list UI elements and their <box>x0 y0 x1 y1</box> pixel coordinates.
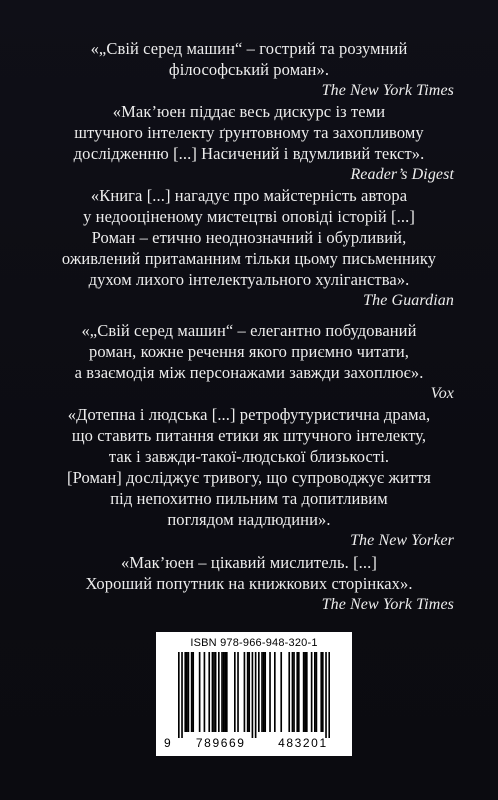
isbn-barcode <box>156 632 352 756</box>
barcode-bar <box>184 652 186 732</box>
quote-line: «Мак’юен піддає весь дискурс із теми <box>112 102 386 121</box>
barcode-bar <box>248 652 250 732</box>
barcode-bar <box>221 652 223 732</box>
quote-line: оживлений притаманним тільки цьому письменнику <box>61 249 437 268</box>
barcode-bar <box>181 652 183 738</box>
quote-line: під непохитно пильним та допитливим <box>110 489 388 508</box>
barcode-bar <box>192 652 194 732</box>
barcode-bar <box>325 652 327 738</box>
barcode-bar <box>298 652 300 732</box>
quote-line: «„Свій серед машин“ – елегантно побудований <box>81 321 417 340</box>
quote-line: а взаємодія між персонажами завжди захоплює». <box>74 363 424 382</box>
review-quote-3 <box>40 185 458 311</box>
review-quote-6 <box>40 552 458 615</box>
barcode-bar <box>303 652 305 732</box>
barcode-bar <box>212 652 214 732</box>
quote-source: Reader’s Digest <box>350 166 454 183</box>
quote-line: духом лихого інтелектуального хуліганства». <box>88 270 410 289</box>
barcode-bar <box>213 652 215 732</box>
barcode-bar <box>274 652 276 732</box>
barcode-first-digit: 9 <box>164 736 171 750</box>
barcode-bar <box>296 652 298 732</box>
review-quote-4 <box>40 320 458 404</box>
barcode-bar <box>247 652 249 732</box>
barcode-bar <box>314 652 316 732</box>
barcode-bar <box>199 652 201 732</box>
barcode-bar <box>261 652 263 732</box>
barcode-bar <box>237 652 239 732</box>
quote-line: філософський роман». <box>168 60 330 79</box>
barcode-bar <box>223 652 225 732</box>
quote-line: Роман – етично неоднозначний і обурливий, <box>91 228 407 247</box>
barcode-bar <box>316 652 318 732</box>
barcode-bar <box>320 652 322 732</box>
review-quote-5 <box>40 404 458 551</box>
quote-source: The New York Times <box>321 82 454 99</box>
barcode-bar <box>306 652 308 732</box>
barcode-bar <box>252 652 254 738</box>
barcode-bar <box>191 652 193 732</box>
barcode-bar <box>288 652 290 732</box>
quote-line: роман, кожне речення якого приємно читати, <box>89 342 409 361</box>
isbn-number: ISBN 978-966-948-320-1 <box>190 637 318 649</box>
barcode-bar <box>204 652 206 732</box>
barcode-right-group: 483201 <box>278 736 328 750</box>
barcode-bar <box>322 652 324 732</box>
quote-line: так і завжди-такої-людської близькості. <box>108 447 390 466</box>
quote-line: «Мак’юен – цікавий мислитель. [...] <box>121 553 377 572</box>
quote-line: штучного інтелекту ґрунтовному та захопливому <box>74 123 424 142</box>
barcode-bar <box>226 652 228 732</box>
barcode-bar <box>263 652 265 732</box>
quote-line: «Книга [...] нагадує про майстерність автора <box>90 186 408 205</box>
quote-line: «Дотепна і людська [...] ретрофутуристична драма, <box>67 405 431 424</box>
quote-line: у недооціненому мистецтві оповіді історій [...] <box>83 207 415 226</box>
barcode-bar <box>304 652 306 732</box>
barcode-bar <box>215 652 217 732</box>
barcode-bar <box>293 652 295 732</box>
barcode-bars <box>178 652 330 738</box>
barcode-bar <box>188 652 190 732</box>
quote-source: The New Yorker <box>350 532 454 549</box>
barcode-left-group: 789669 <box>195 736 246 750</box>
barcode-bar <box>208 652 210 732</box>
barcode-bar <box>269 652 271 732</box>
quote-line: «„Свій серед машин“ – гострий та розумний <box>90 39 408 58</box>
quote-line: [Роман] досліджує тривогу, що супроводжує життя <box>67 468 431 487</box>
review-quote-2 <box>40 101 458 185</box>
barcode-bar <box>234 652 236 732</box>
barcode-bar <box>186 652 188 732</box>
barcode-bar <box>218 652 220 732</box>
barcode-bar <box>264 652 266 732</box>
quote-source: The Guardian <box>363 292 454 309</box>
barcode-bar <box>224 652 226 732</box>
barcode-bar <box>258 652 260 732</box>
barcode-bar <box>311 652 313 732</box>
barcode-bar <box>280 652 282 732</box>
barcode-bar <box>328 652 330 738</box>
barcode-bar <box>292 652 294 732</box>
quote-line: Хороший попутник на книжкових сторінках». <box>85 574 413 593</box>
quote-line: що ставить питання етики як штучного інтелекту, <box>71 426 427 445</box>
barcode-digits <box>164 736 344 750</box>
barcode-bar <box>255 652 257 738</box>
quote-source: Vox <box>430 385 454 402</box>
barcode-bar <box>244 652 246 732</box>
barcode-bar <box>178 652 180 738</box>
quote-line: дослідженню [...] Насичений і вдумливий текст». <box>73 144 425 163</box>
review-quote-1 <box>40 38 458 101</box>
quote-source: The New York Times <box>321 596 454 613</box>
quote-line: поглядом надлюдини». <box>167 510 331 529</box>
